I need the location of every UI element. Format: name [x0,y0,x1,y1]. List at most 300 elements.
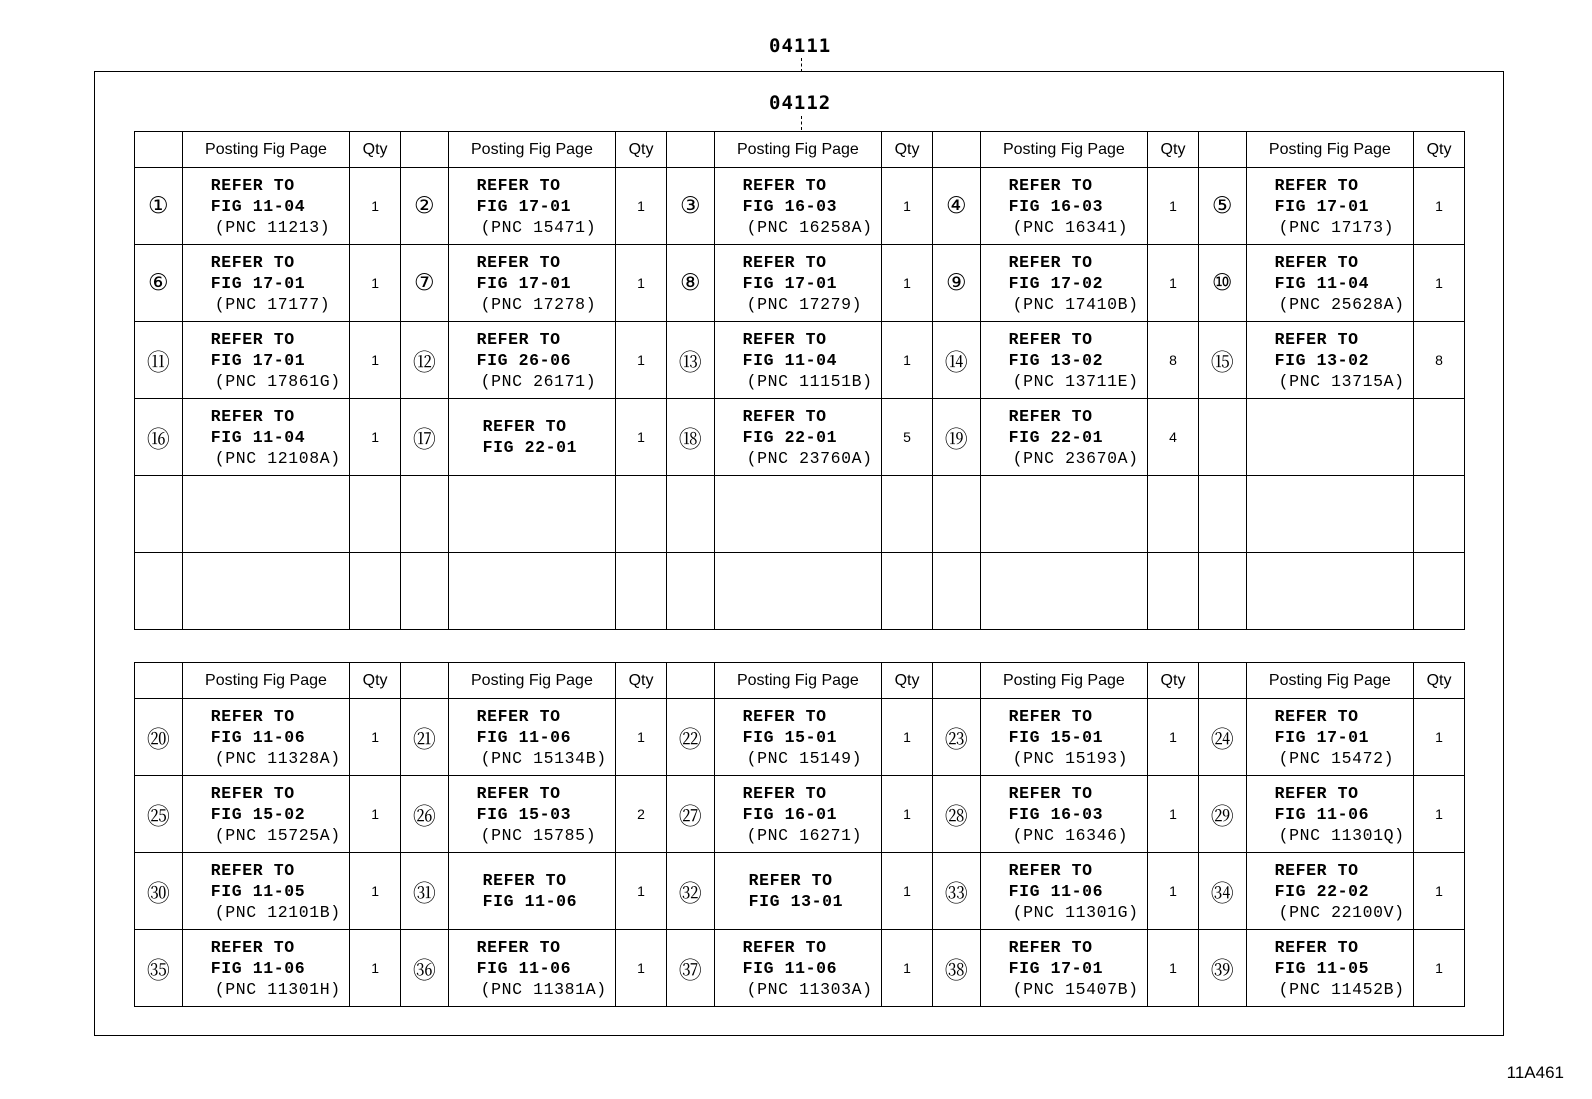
pnc-number: (PNC 22100V) [1278,902,1405,922]
item-number: ㉝ [932,853,980,930]
item-number: ㉗ [666,776,714,853]
item-number: ㉕ [135,776,183,853]
refer-to-text: REFER TO [1274,706,1359,726]
quantity: 1 [350,322,401,399]
header-blank [400,663,448,699]
posting-fig-reference [980,776,1148,853]
fig-number: FIG 17-01 [476,196,572,216]
fig-number: FIG 17-01 [210,273,306,293]
quantity: 1 [1148,699,1199,776]
posting-fig-reference [714,168,882,245]
item-number: ⑮ [1198,322,1246,399]
table-row [135,776,1465,853]
item-number: ⑨ [932,245,980,322]
item-number: ⑳ [135,699,183,776]
posting-fig-reference [714,853,882,930]
quantity [1148,476,1199,553]
refer-to-text: REFER TO [210,860,295,880]
item-number [400,553,448,630]
item-number: ⑩ [1198,245,1246,322]
refer-to-text: REFER TO [476,329,561,349]
pnc-number: (PNC 15193) [1012,748,1129,768]
refer-to-text: REFER TO [210,706,295,726]
posting-fig-reference [1246,245,1414,322]
quantity: 1 [1414,168,1465,245]
pnc-number: (PNC 15471) [480,217,597,237]
refer-to-text: REFER TO [1008,175,1093,195]
quantity: 1 [1414,776,1465,853]
quantity [616,553,667,630]
fig-number: FIG 11-06 [482,892,578,911]
quantity: 1 [882,245,933,322]
posting-fig-reference [448,853,616,930]
fig-number: FIG 11-06 [210,958,306,978]
quantity: 1 [882,853,933,930]
pnc-number: (PNC 11381A) [480,979,607,999]
posting-fig-reference [448,245,616,322]
fig-number: FIG 11-06 [1008,881,1104,901]
header-blank [1198,132,1246,168]
refer-to-text: REFER TO [210,937,295,957]
posting-fig-reference [1246,699,1414,776]
item-number: ⑪ [135,322,183,399]
refer-to-text: REFER TO [476,252,561,272]
quantity: 1 [1414,245,1465,322]
item-number [666,553,714,630]
pnc-number: (PNC 11303A) [746,979,873,999]
quantity: 1 [616,245,667,322]
fig-number: FIG 16-01 [742,804,838,824]
posting-fig-reference [980,699,1148,776]
header-qty: Qty [1148,132,1199,168]
quantity: 1 [616,168,667,245]
quantity: 1 [616,699,667,776]
refer-to-text: REFER TO [210,175,295,195]
fig-number: FIG 17-01 [1274,727,1370,747]
pnc-number: (PNC 16271) [746,825,863,845]
pnc-number: (PNC 17410B) [1012,294,1139,314]
header-posting-fig-page: Posting Fig Page [714,132,882,168]
posting-fig-reference [714,476,882,553]
pnc-number: (PNC 17861G) [214,371,341,391]
quantity: 1 [882,322,933,399]
pnc-number: (PNC 17278) [480,294,597,314]
item-number: ㉟ [135,930,183,1007]
item-number: ⑲ [932,399,980,476]
quantity: 1 [1148,930,1199,1007]
quantity [882,553,933,630]
pnc-number: (PNC 11151B) [746,371,873,391]
quantity: 1 [882,930,933,1007]
item-number: ⑬ [666,322,714,399]
refer-to-text: REFER TO [742,175,827,195]
refer-to-text: REFER TO [476,706,561,726]
refer-to-text: REFER TO [1274,783,1359,803]
header-qty: Qty [882,663,933,699]
quantity [1414,399,1465,476]
quantity: 1 [350,930,401,1007]
quantity [1414,476,1465,553]
pnc-number: (PNC 15407B) [1012,979,1139,999]
item-number: ㉙ [1198,776,1246,853]
fig-number: FIG 13-02 [1008,350,1104,370]
posting-fig-reference [182,168,350,245]
reference-table-upper [134,131,1465,630]
fig-number: FIG 11-04 [1274,273,1370,293]
fig-number: FIG 11-06 [742,958,838,978]
fig-number: FIG 17-01 [476,273,572,293]
pnc-number: (PNC 17279) [746,294,863,314]
fig-number: FIG 11-06 [476,958,572,978]
fig-number: FIG 22-01 [742,427,838,447]
pnc-number: (PNC 12101B) [214,902,341,922]
fig-number: FIG 22-02 [1274,881,1370,901]
posting-fig-reference [980,553,1148,630]
item-number: ⑧ [666,245,714,322]
table-row [135,553,1465,630]
header-posting-fig-page: Posting Fig Page [448,132,616,168]
header-blank [666,132,714,168]
quantity: 5 [882,399,933,476]
item-number [1198,399,1246,476]
pnc-number: (PNC 11301H) [214,979,341,999]
pnc-number: (PNC 23760A) [746,448,873,468]
quantity: 1 [1414,699,1465,776]
pnc-number: (PNC 17177) [214,294,331,314]
posting-fig-reference [182,853,350,930]
quantity: 1 [350,699,401,776]
table-header-row [135,663,1465,699]
refer-to-text: REFER TO [1008,406,1093,426]
header-qty: Qty [1414,663,1465,699]
refer-to-text: REFER TO [210,783,295,803]
quantity: 4 [1148,399,1199,476]
header-qty: Qty [350,132,401,168]
outer-leader-line [801,58,802,72]
pnc-number: (PNC 13711E) [1012,371,1139,391]
quantity [882,476,933,553]
refer-to-text: REFER TO [1008,706,1093,726]
refer-to-text: REFER TO [1274,860,1359,880]
posting-fig-reference [980,476,1148,553]
posting-fig-reference [980,322,1148,399]
pnc-number: (PNC 16258A) [746,217,873,237]
item-number: ㉑ [400,699,448,776]
header-posting-fig-page: Posting Fig Page [182,132,350,168]
pnc-number: (PNC 11328A) [214,748,341,768]
refer-to-text: REFER TO [742,252,827,272]
header-qty: Qty [882,132,933,168]
refer-to-text: REFER TO [476,175,561,195]
item-number [135,476,183,553]
refer-to-text: REFER TO [1008,252,1093,272]
posting-fig-reference [448,168,616,245]
refer-to-text: REFER TO [1274,329,1359,349]
item-number: ㉞ [1198,853,1246,930]
quantity: 1 [1148,168,1199,245]
item-number: ㉛ [400,853,448,930]
posting-fig-reference [1246,930,1414,1007]
fig-number: FIG 11-06 [1274,804,1370,824]
item-number: ㉔ [1198,699,1246,776]
item-number [400,476,448,553]
item-number: ㊱ [400,930,448,1007]
refer-to-text: REFER TO [210,329,295,349]
refer-to-text: REFER TO [1008,937,1093,957]
item-number: ⑫ [400,322,448,399]
quantity: 1 [1148,853,1199,930]
refer-to-text: REFER TO [742,329,827,349]
quantity: 1 [616,399,667,476]
item-number [932,476,980,553]
item-number: ① [135,168,183,245]
posting-fig-reference [1246,399,1414,476]
pnc-number: (PNC 11213) [214,217,331,237]
posting-fig-reference [714,699,882,776]
refer-to-text: REFER TO [742,406,827,426]
item-number: ⑤ [1198,168,1246,245]
refer-to-text: REFER TO [1274,175,1359,195]
item-number: ㉒ [666,699,714,776]
refer-to-text: REFER TO [210,406,295,426]
pnc-number: (PNC 15134B) [480,748,607,768]
quantity [616,476,667,553]
posting-fig-reference [448,930,616,1007]
posting-fig-reference [1246,853,1414,930]
fig-number: FIG 13-01 [748,892,844,911]
item-number: ③ [666,168,714,245]
header-posting-fig-page: Posting Fig Page [980,132,1148,168]
posting-fig-reference [980,399,1148,476]
posting-fig-reference [714,245,882,322]
fig-number: FIG 16-03 [1008,196,1104,216]
quantity: 1 [616,930,667,1007]
fig-number: FIG 11-05 [1274,958,1370,978]
quantity: 1 [350,853,401,930]
item-number: ㉜ [666,853,714,930]
posting-fig-reference [448,322,616,399]
posting-fig-reference [980,930,1148,1007]
quantity: 1 [616,322,667,399]
posting-fig-reference [448,476,616,553]
item-number: ② [400,168,448,245]
item-number [1198,476,1246,553]
header-posting-fig-page: Posting Fig Page [980,663,1148,699]
fig-number: FIG 15-01 [1008,727,1104,747]
pnc-number: (PNC 15149) [746,748,863,768]
refer-to-text: REFER TO [476,783,561,803]
header-qty: Qty [1148,663,1199,699]
fig-number: FIG 11-04 [210,196,306,216]
pnc-number: (PNC 11301Q) [1278,825,1405,845]
posting-fig-reference [980,168,1148,245]
header-blank [1198,663,1246,699]
fig-number: FIG 17-01 [210,350,306,370]
quantity: 1 [616,853,667,930]
refer-to-text: REFER TO [742,937,827,957]
posting-fig-reference [1246,476,1414,553]
quantity: 1 [882,776,933,853]
fig-number: FIG 16-03 [742,196,838,216]
posting-fig-reference [1246,776,1414,853]
header-posting-fig-page: Posting Fig Page [1246,663,1414,699]
posting-fig-reference [714,930,882,1007]
fig-number: FIG 11-04 [210,427,306,447]
refer-to-text: REFER TO [1274,252,1359,272]
refer-to-text: REFER TO [742,783,827,803]
fig-number: FIG 11-06 [476,727,572,747]
fig-number: FIG 11-04 [742,350,838,370]
inner-leader-line [801,116,802,130]
quantity: 1 [1148,245,1199,322]
fig-number: FIG 13-02 [1274,350,1370,370]
posting-fig-reference [1246,168,1414,245]
item-number [135,553,183,630]
header-posting-fig-page: Posting Fig Page [1246,132,1414,168]
item-number: ⑭ [932,322,980,399]
quantity: 8 [1414,322,1465,399]
posting-fig-reference [980,245,1148,322]
posting-fig-reference [182,245,350,322]
quantity: 1 [882,699,933,776]
quantity: 1 [350,399,401,476]
pnc-number: (PNC 25628A) [1278,294,1405,314]
header-blank [932,132,980,168]
posting-fig-reference [182,476,350,553]
posting-fig-reference [182,699,350,776]
item-number: ⑱ [666,399,714,476]
header-qty: Qty [616,663,667,699]
quantity: 1 [1148,776,1199,853]
posting-fig-reference [714,553,882,630]
table-row [135,930,1465,1007]
header-blank [932,663,980,699]
pnc-number: (PNC 13715A) [1278,371,1405,391]
posting-fig-reference [714,776,882,853]
refer-to-text: REFER TO [482,871,567,890]
posting-fig-reference [182,553,350,630]
pnc-number: (PNC 15725A) [214,825,341,845]
table-row [135,853,1465,930]
inner-assembly-label: 04112 [769,92,832,114]
pnc-number: (PNC 16341) [1012,217,1129,237]
pnc-number: (PNC 11301G) [1012,902,1139,922]
refer-to-text: REFER TO [1274,937,1359,957]
fig-number: FIG 11-06 [210,727,306,747]
refer-to-text: REFER TO [1008,329,1093,349]
fig-number: FIG 17-01 [742,273,838,293]
quantity: 1 [350,245,401,322]
posting-fig-reference [182,322,350,399]
item-number: ⑰ [400,399,448,476]
posting-fig-reference [182,930,350,1007]
posting-fig-reference [448,699,616,776]
header-blank [400,132,448,168]
item-number: ㊳ [932,930,980,1007]
quantity [350,476,401,553]
header-posting-fig-page: Posting Fig Page [182,663,350,699]
table-row [135,168,1465,245]
header-posting-fig-page: Posting Fig Page [448,663,616,699]
pnc-number: (PNC 15785) [480,825,597,845]
item-number: ㉘ [932,776,980,853]
pnc-number: (PNC 12108A) [214,448,341,468]
table-row [135,245,1465,322]
fig-number: FIG 16-03 [1008,804,1104,824]
posting-fig-reference [1246,322,1414,399]
header-posting-fig-page: Posting Fig Page [714,663,882,699]
outer-assembly-label: 04111 [769,35,832,57]
refer-to-text: REFER TO [1008,860,1093,880]
item-number: ⑯ [135,399,183,476]
item-number: ④ [932,168,980,245]
pnc-number: (PNC 23670A) [1012,448,1139,468]
table-row [135,476,1465,553]
item-number: ㉖ [400,776,448,853]
item-number [1198,553,1246,630]
fig-number: FIG 22-01 [1008,427,1104,447]
refer-to-text: REFER TO [742,706,827,726]
table-header-row [135,132,1465,168]
fig-number: FIG 26-06 [476,350,572,370]
reference-table-lower [134,662,1465,1007]
fig-number: FIG 17-01 [1008,958,1104,978]
refer-to-text: REFER TO [1008,783,1093,803]
item-number [666,476,714,553]
pnc-number: (PNC 17173) [1278,217,1395,237]
item-number: ⑥ [135,245,183,322]
quantity [1414,553,1465,630]
posting-fig-reference [714,322,882,399]
pnc-number: (PNC 26171) [480,371,597,391]
table-row [135,322,1465,399]
fig-number: FIG 11-05 [210,881,306,901]
quantity: 1 [350,776,401,853]
quantity [350,553,401,630]
refer-to-text: REFER TO [482,417,567,436]
refer-to-text: REFER TO [476,937,561,957]
fig-number: FIG 15-02 [210,804,306,824]
refer-to-text: REFER TO [210,252,295,272]
posting-fig-reference [714,399,882,476]
item-number: ㊴ [1198,930,1246,1007]
posting-fig-reference [182,399,350,476]
pnc-number: (PNC 11452B) [1278,979,1405,999]
fig-number: FIG 15-01 [742,727,838,747]
quantity: 1 [882,168,933,245]
quantity: 1 [350,168,401,245]
item-number [932,553,980,630]
fig-number: FIG 22-01 [482,438,578,457]
refer-to-text: REFER TO [748,871,833,890]
posting-fig-reference [448,776,616,853]
illustration-code: 11A461 [1506,1063,1564,1082]
header-qty: Qty [350,663,401,699]
fig-number: FIG 17-02 [1008,273,1104,293]
header-qty: Qty [1414,132,1465,168]
quantity [1148,553,1199,630]
item-number: ㉚ [135,853,183,930]
quantity: 2 [616,776,667,853]
header-blank [135,132,183,168]
header-blank [135,663,183,699]
pnc-number: (PNC 15472) [1278,748,1395,768]
posting-fig-reference [1246,553,1414,630]
table-row [135,699,1465,776]
posting-fig-reference [448,553,616,630]
pnc-number: (PNC 16346) [1012,825,1129,845]
header-blank [666,663,714,699]
